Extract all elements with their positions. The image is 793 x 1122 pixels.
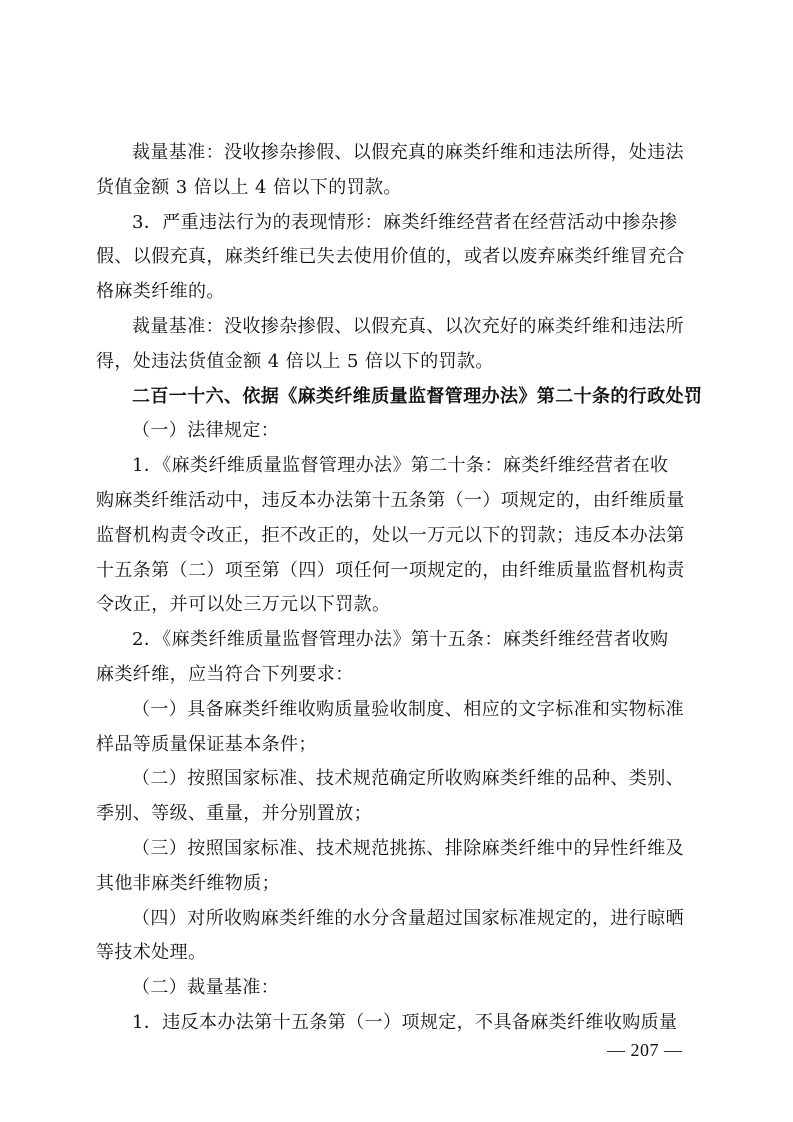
list-item-line: （一）具备麻类纤维收购质量验收制度、相应的文字标准和实物标准 xyxy=(132,699,684,720)
paragraph-line: 格麻类纤维的。 xyxy=(96,281,225,302)
paragraph-line: 监督机构责令改正，拒不改正的，处以一万元以下的罚款；违反本办法第 xyxy=(96,525,685,546)
paragraph-line: 3．严重违法行为的表现情形：麻类纤维经营者在经营活动中掺杂掺 xyxy=(132,212,678,233)
list-item-line: （四）对所收购麻类纤维的水分含量超过国家标准规定的，进行晾晒 xyxy=(132,908,684,929)
paragraph-line: 裁量基准：没收掺杂掺假、以假充真、以次充好的麻类纤维和违法所 xyxy=(132,316,684,337)
paragraph-line: 货值金额 3 倍以上 4 倍以下的罚款。 xyxy=(96,177,402,198)
subsection-heading: （一）法律规定： xyxy=(132,420,280,441)
list-item-line: 样品等质量保证基本条件； xyxy=(96,734,317,755)
list-item-line: 季别、等级、重量，并分别置放； xyxy=(96,803,372,824)
paragraph-line: 1．违反本办法第十五条第（一）项规定，不具备麻类纤维收购质量 xyxy=(132,1012,678,1033)
paragraph-line: 令改正，并可以处三万元以下罚款。 xyxy=(96,594,391,615)
paragraph-line: 2．《麻类纤维质量监督管理办法》第十五条：麻类纤维经营者收购 xyxy=(132,629,669,650)
list-item-line: （三）按照国家标准、技术规范挑拣、排除麻类纤维中的异性纤维及 xyxy=(132,838,684,859)
paragraph-line: 1．《麻类纤维质量监督管理办法》第二十条：麻类纤维经营者在收 xyxy=(132,455,669,476)
paragraph-line: 购麻类纤维活动中，违反本办法第十五条第（一）项规定的，由纤维质量 xyxy=(96,490,685,511)
page-number: — 207 — xyxy=(607,1040,683,1060)
paragraph-line: 裁量基准：没收掺杂掺假、以假充真的麻类纤维和违法所得，处违法 xyxy=(132,142,684,163)
subsection-heading: （二）裁量基准： xyxy=(132,977,280,998)
list-item-line: 等技术处理。 xyxy=(96,942,207,963)
list-item-line: （二）按照国家标准、技术规范确定所收购麻类纤维的品种、类别、 xyxy=(132,768,684,789)
section-heading: 二百一十六、依据《麻类纤维质量监督管理办法》第二十条的行政处罚 xyxy=(132,386,703,407)
paragraph-line: 麻类纤维，应当符合下列要求： xyxy=(96,664,354,685)
paragraph-line: 十五条第（二）项至第（四）项任何一项规定的，由纤维质量监督机构责 xyxy=(96,560,685,581)
list-item-line: 其他非麻类纤维物质； xyxy=(96,873,280,894)
paragraph-line: 假、以假充真，麻类纤维已失去使用价值的，或者以废弃麻类纤维冒充合 xyxy=(96,246,685,267)
paragraph-line: 得，处违法货值金额 4 倍以上 5 倍以下的罚款。 xyxy=(96,351,494,372)
